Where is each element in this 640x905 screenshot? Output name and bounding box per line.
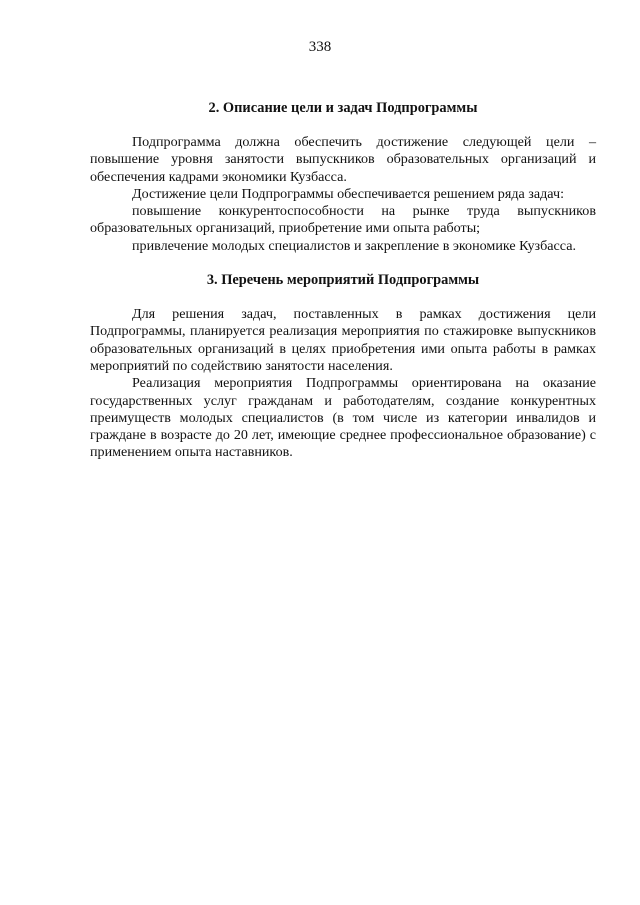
section-3-paragraph: Реализация мероприятия Подпрограммы ориентирована на оказание государственных услуг гражданам и работодателям, создание конкурентных преимуществ молодых специалистов (в том числе из категории инвалидов и граждане в возрасте до 20 лет, имеющие среднее профессиональное образование) с применением опыта наставников.: [90, 375, 596, 461]
section-2-heading: 2. Описание цели и задач Подпрограммы: [208, 100, 478, 116]
section-3-heading: 3. Перечень мероприятий Подпрограммы: [206, 272, 480, 289]
section-2-paragraph: Достижение цели Подпрограммы обеспечивается решением ряда задач:: [132, 185, 564, 202]
section-2-paragraph: Подпрограмма должна обеспечить достижение следующей цели – повышение уровня занятости выпускников образовательных организаций и обеспечения кадрами экономики Кузбасса.: [90, 134, 596, 185]
document-body: [90, 100, 596, 462]
section-3-paragraph: Для решения задач, поставленных в рамках достижения цели Подпрограммы, планируется реализация мероприятия по стажировке выпускников образовательных организаций в целях приобретения ими опыта работы в рамках мероприятий по содействию занятости населения.: [90, 306, 596, 374]
page-number: 338: [308, 39, 332, 55]
section-2-task-item: повышение конкурентоспособности на рынке труда выпускников образовательных организаций, приобретение ими опыта работы;: [90, 203, 596, 237]
section-2-task-item: привлечение молодых специалистов и закрепление в экономике Кузбасса.: [132, 237, 576, 254]
